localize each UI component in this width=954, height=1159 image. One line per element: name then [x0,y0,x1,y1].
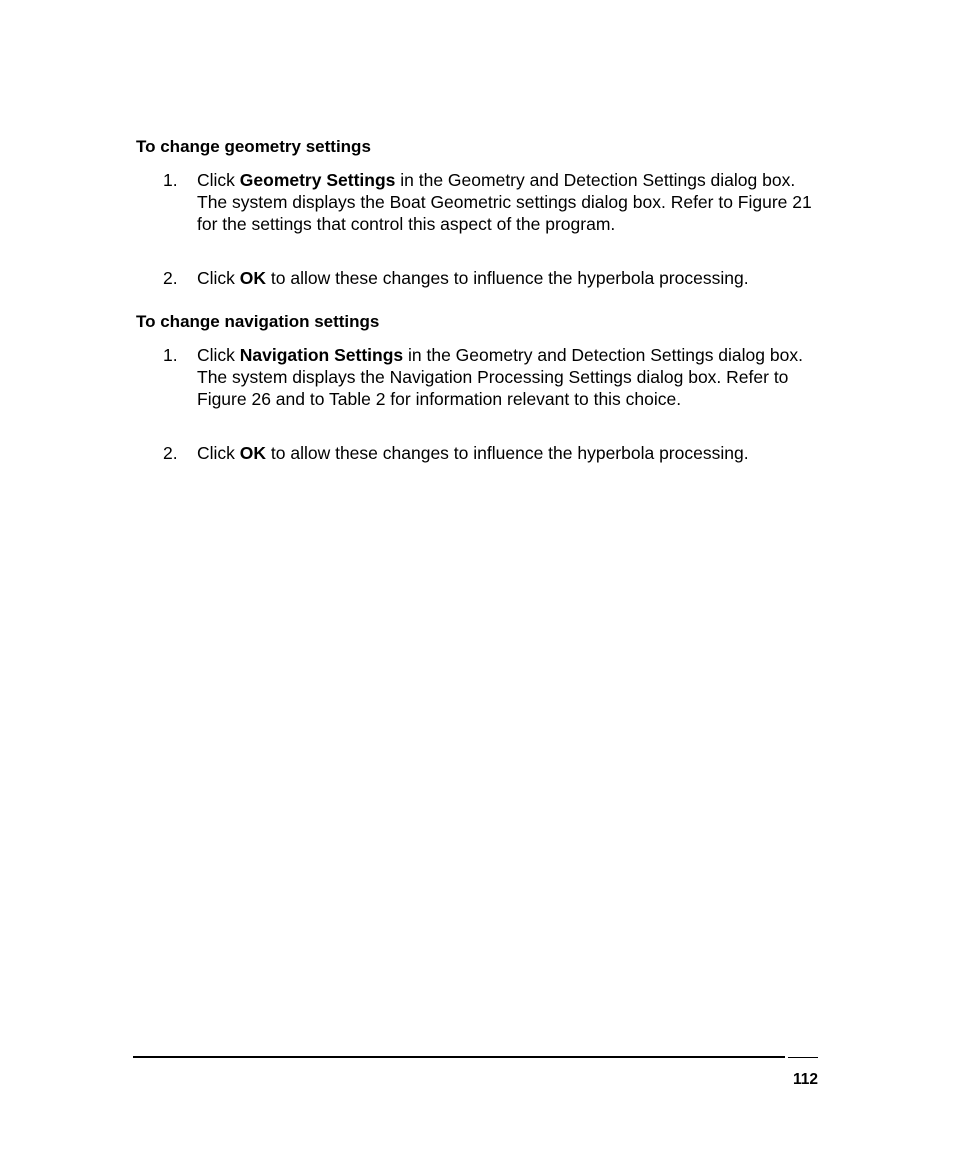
step-number: 1. [163,345,178,365]
footer-divider [133,1056,785,1058]
step-result: The system displays the Boat Geometric settings dialog box. Refer to Figure 21 for the settings that control this aspect of the program. [197,192,812,234]
step-number: 2. [163,443,178,463]
step-instruction [197,344,822,366]
step-body [197,344,822,410]
step-body [197,169,822,235]
step-pre-text: Click [197,268,240,288]
step-pre-text: Click [197,443,240,463]
page-number-divider [788,1057,818,1058]
ok-label: OK [239,443,267,463]
step-body [197,442,822,464]
step-post-text: in the Geometry and Detection Settings dialog box. [395,170,796,190]
step-instruction [197,267,822,289]
step-post-text: to allow these changes to influence the hyperbola processing. [266,443,749,463]
geometry-settings-label: Geometry Settings [239,170,396,190]
step-pre-text: Click [197,345,240,365]
step-result: The system displays the Navigation Processing Settings dialog box. Refer to Figure 26 and to Table 2 for information relevant to this choice. [197,367,789,409]
step-pre-text: Click [197,170,240,190]
ok-label: OK [239,268,267,288]
step-number: 1. [163,170,178,190]
navigation-settings-label: Navigation Settings [239,345,404,365]
navigation-settings-heading: To change navigation settings [136,312,380,331]
step-instruction [197,169,822,191]
step-instruction [197,442,822,464]
step-post-text: to allow these changes to influence the hyperbola processing. [266,268,749,288]
geometry-settings-heading: To change geometry settings [136,137,371,156]
step-body [197,267,822,289]
page-number: 112 [792,1071,818,1088]
step-post-text: in the Geometry and Detection Settings dialog box. [403,345,803,365]
step-number: 2. [163,268,178,288]
